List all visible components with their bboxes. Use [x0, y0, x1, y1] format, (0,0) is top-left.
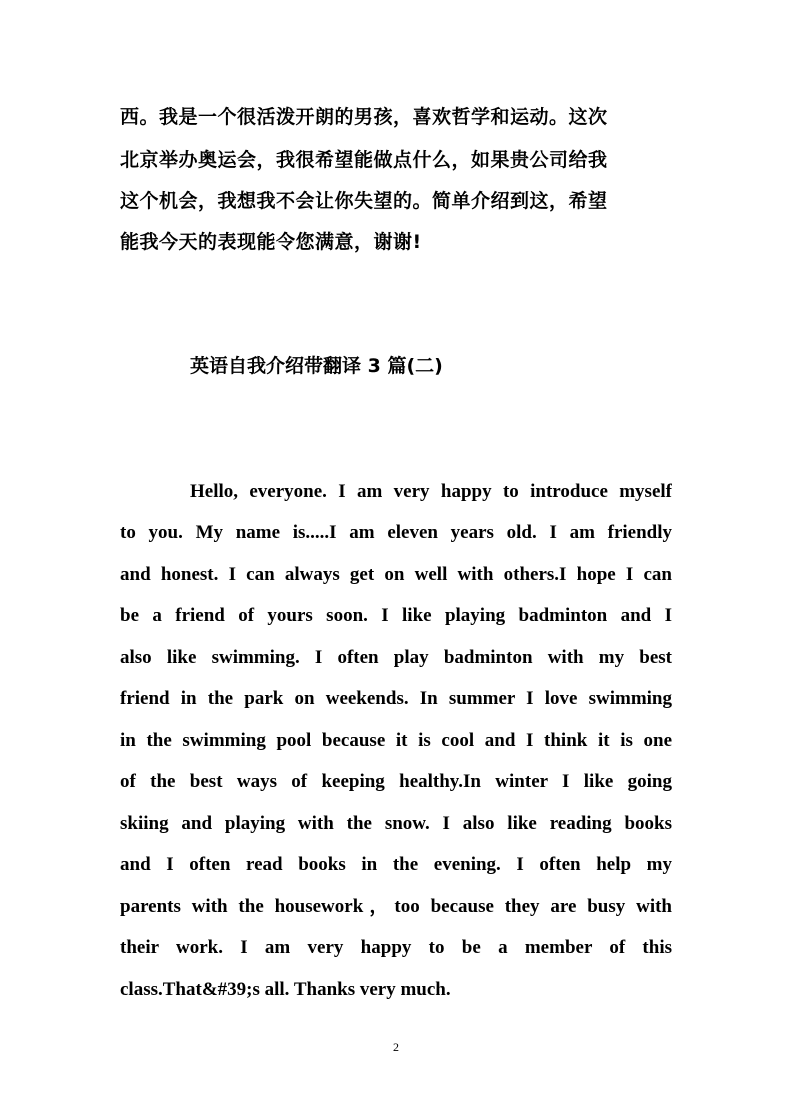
chinese-paragraph-line: 北京举办奥运会，我很希望能做点什么，如果贵公司给我	[120, 149, 608, 171]
chinese-paragraph-line: 能我今天的表现能令您满意，谢谢!	[120, 231, 422, 253]
english-paragraph-line: and I often read books in the evening. I often help my	[120, 854, 672, 875]
english-paragraph-line: Hello, everyone. I am very happy to introduce myself	[190, 481, 672, 502]
english-paragraph-line: parents with the housework，too because they are busy with	[120, 896, 672, 917]
section-heading: 英语自我介绍带翻译 3 篇(二)	[190, 355, 443, 377]
english-paragraph-line: of the best ways of keeping healthy.In winter I like going	[120, 771, 672, 792]
english-paragraph-line: also like swimming. I often play badminton with my best	[120, 647, 672, 668]
english-paragraph-line: to you. My name is.....I am eleven years old. I am friendly	[120, 522, 672, 543]
english-paragraph-line: class.That&#39;s all. Thanks very much.	[120, 979, 451, 1000]
english-paragraph-line: be a friend of yours soon. I like playing badminton and I	[120, 605, 672, 626]
english-paragraph-line: skiing and playing with the snow. I also like reading books	[120, 813, 672, 834]
english-paragraph-line: and honest. I can always get on well with others.I hope I can	[120, 564, 672, 585]
chinese-paragraph-line: 这个机会，我想我不会让你失望的。简单介绍到这，希望	[120, 190, 608, 212]
chinese-paragraph-line: 西。我是一个很活泼开朗的男孩，喜欢哲学和运动。这次	[120, 106, 608, 128]
page-number: 2	[393, 1040, 399, 1054]
english-paragraph-line: their work. I am very happy to be a member of this	[120, 937, 672, 958]
english-paragraph-line: friend in the park on weekends. In summer I love swimming	[120, 688, 672, 709]
english-paragraph-line: in the swimming pool because it is cool and I think it is one	[120, 730, 672, 751]
